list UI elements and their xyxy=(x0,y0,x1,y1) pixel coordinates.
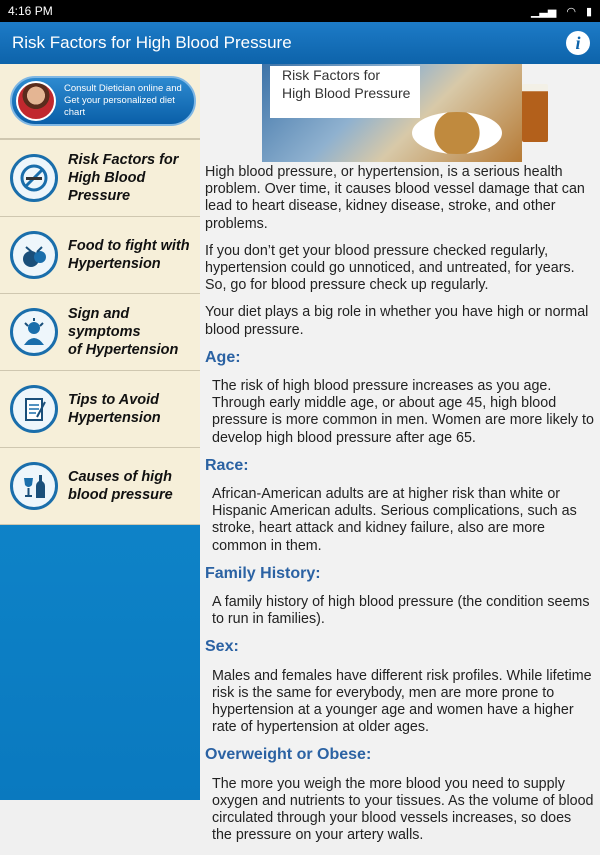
app-bar xyxy=(0,22,600,64)
race-paragraph: African-American adults are at higher risk than white or Hispanic American adults. Serious complications, such as stroke, heart attack and kidney failure, also are more common in them. xyxy=(212,486,577,554)
info-icon[interactable]: i xyxy=(566,31,590,55)
sidebar-item-tips[interactable] xyxy=(0,371,200,448)
wine-bottle-icon xyxy=(10,462,58,510)
status-bar xyxy=(0,0,600,22)
intro-paragraph-2: If you don’t get your blood pressure checked regularly, hypertension could go unnoticed, and untreated, for years. So, go for blood pressure check up regularly. xyxy=(205,242,575,294)
intro-paragraph-3: Your diet plays a big role in whether you have high or normal blood pressure. xyxy=(205,304,589,338)
overweight-heading: Overweight or Obese: xyxy=(205,746,372,764)
sex-paragraph: Males and females have different risk profiles. While lifetime risk is the same for everybody, men are more prone to hypertension at a younger age and women have a higher rate of hypertension at older ages. xyxy=(212,667,592,736)
battery-icon: ▮ xyxy=(585,5,592,18)
sidebar-item-label: Food to fight with Hypertension xyxy=(68,238,190,272)
overweight-paragraph: The more you weigh the more blood you need to supply oxygen and nutrients to your tissues. As the volume of blood circulated through your blood vessels increases, so does the pressure on your artery walls. xyxy=(212,775,594,844)
consult-line-1: Consult Dietician online and xyxy=(64,83,182,94)
consult-section xyxy=(0,64,200,140)
sidebar-item-causes[interactable] xyxy=(0,448,200,525)
wifi-icon: ◠ xyxy=(566,5,576,18)
sidebar-item-food[interactable] xyxy=(0,217,200,294)
status-time: 4:16 PM xyxy=(8,4,53,18)
sidebar-item-label: Sign and symptoms of Hypertension xyxy=(68,306,179,358)
article-text xyxy=(205,164,595,855)
beer-glass-image xyxy=(522,84,548,142)
avatar xyxy=(16,81,56,121)
app-title: Risk Factors for High Blood Pressure xyxy=(12,33,292,52)
consult-dietician-button[interactable] xyxy=(10,76,196,126)
signal-icon: ▁▃▅ xyxy=(530,5,557,18)
no-smoking-icon xyxy=(10,154,58,202)
sidebar-item-risk-factors[interactable] xyxy=(0,140,200,217)
food-plate-image xyxy=(412,112,502,154)
intro-paragraph-1: High blood pressure, or hypertension, is a serious health problem. Over time, it causes blood vessel damage that can lead to heart disease, kidney disease, stroke, and other problems. xyxy=(205,164,585,232)
notepad-icon xyxy=(10,385,58,433)
age-heading: Age: xyxy=(205,348,241,366)
article-content[interactable] xyxy=(200,64,600,844)
food-icon xyxy=(10,231,58,279)
headache-icon xyxy=(10,308,58,356)
status-icons xyxy=(531,5,592,18)
age-paragraph: The risk of high blood pressure increases as you age. Through early middle age, or about age 45, high blood pressure is more common in men. Women are more likely to develop high blood pressure after age 65. xyxy=(212,378,594,446)
family-history-heading: Family History: xyxy=(205,564,321,582)
consult-line-2: Get your personalized diet chart xyxy=(64,95,175,118)
sidebar xyxy=(0,64,200,800)
race-heading: Race: xyxy=(205,456,249,474)
family-history-paragraph: A family history of high blood pressure (the condition seems to run in families). xyxy=(212,594,590,628)
sidebar-item-label: Risk Factors for High Blood Pressure xyxy=(68,152,179,204)
sidebar-item-label: Causes of high blood pressure xyxy=(68,469,173,503)
sidebar-item-label: Tips to Avoid Hypertension xyxy=(68,392,161,426)
hero-title: Risk Factors for High Blood Pressure xyxy=(282,67,411,101)
sex-heading: Sex: xyxy=(205,638,239,656)
sidebar-item-symptoms[interactable] xyxy=(0,294,200,371)
